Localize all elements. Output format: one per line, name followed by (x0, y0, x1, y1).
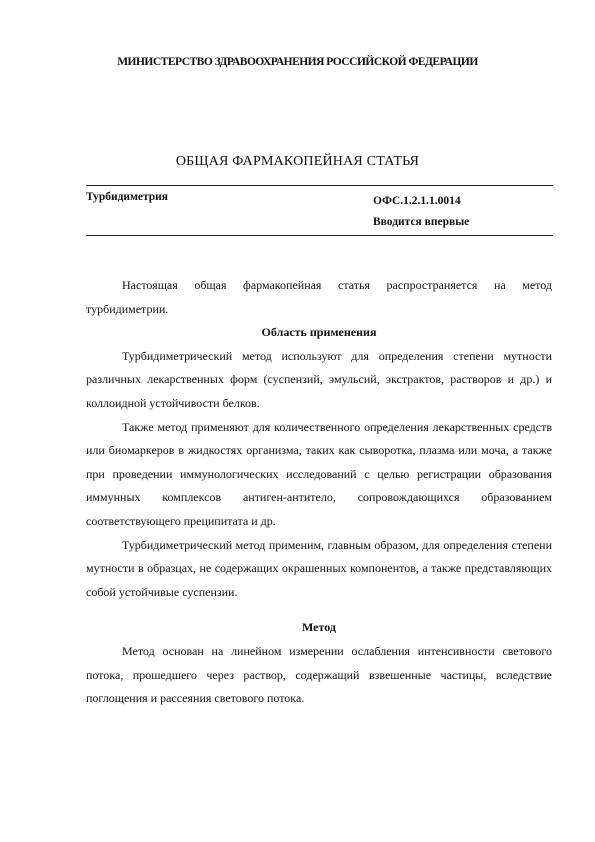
document-title: ОБЩАЯ ФАРМАКОПЕЙНАЯ СТАТЬЯ (175, 154, 420, 169)
method-paragraph-1: Метод основан на линейном измерении ослабления интенсивности светового потока, прошедшего через раствор, содержащий взвешенные частицы, вследствие поглощения и рассеяния светового потока. (86, 643, 552, 706)
header-bottom-rule (86, 235, 553, 236)
scope-heading: Область применения (261, 325, 377, 340)
ministry-heading: МИНИСТЕРСТВО ЗДРАВООХРАНЕНИЯ РОССИЙСКОЙ ФЕДЕРАЦИИ (117, 56, 478, 68)
intro-paragraph: Настоящая общая фармакопейная статья распространяется на метод турбидиметрии. (86, 278, 552, 316)
scope-paragraph-3: Турбидиметрический метод применим, главным образом, для определения степени мутности в образцах, не содержащих окрашенных компонентов, а также представляющих собой устойчивые суспензии. (86, 537, 552, 599)
scope-paragraph-1: Турбидиметрический метод используют для определения степени мутности различных лекарственных форм (суспензий, эмульсий, экстрактов, растворов и др.) и коллоидной устойчивости белков. (86, 348, 552, 410)
article-body (86, 274, 552, 711)
article-meta (373, 191, 469, 233)
method-heading: Метод (302, 620, 336, 635)
scope-paragraph-2: Также метод применяют для количественного определения лекарственных средств или биомаркеров в жидкостях организма, таких как сыворотка, плазма или моча, а также при проведении иммунологических исследований с целью регистрации образования иммунных комплексов антиген-антитело, сопровождающихся образованием соответствующего преципитата и др. (86, 419, 552, 528)
article-status: Вводится впервые (373, 216, 470, 228)
article-name: Турбидиметрия (86, 191, 169, 203)
article-code: ОФС.1.2.1.1.0014 (373, 195, 461, 207)
header-top-rule (86, 185, 553, 186)
